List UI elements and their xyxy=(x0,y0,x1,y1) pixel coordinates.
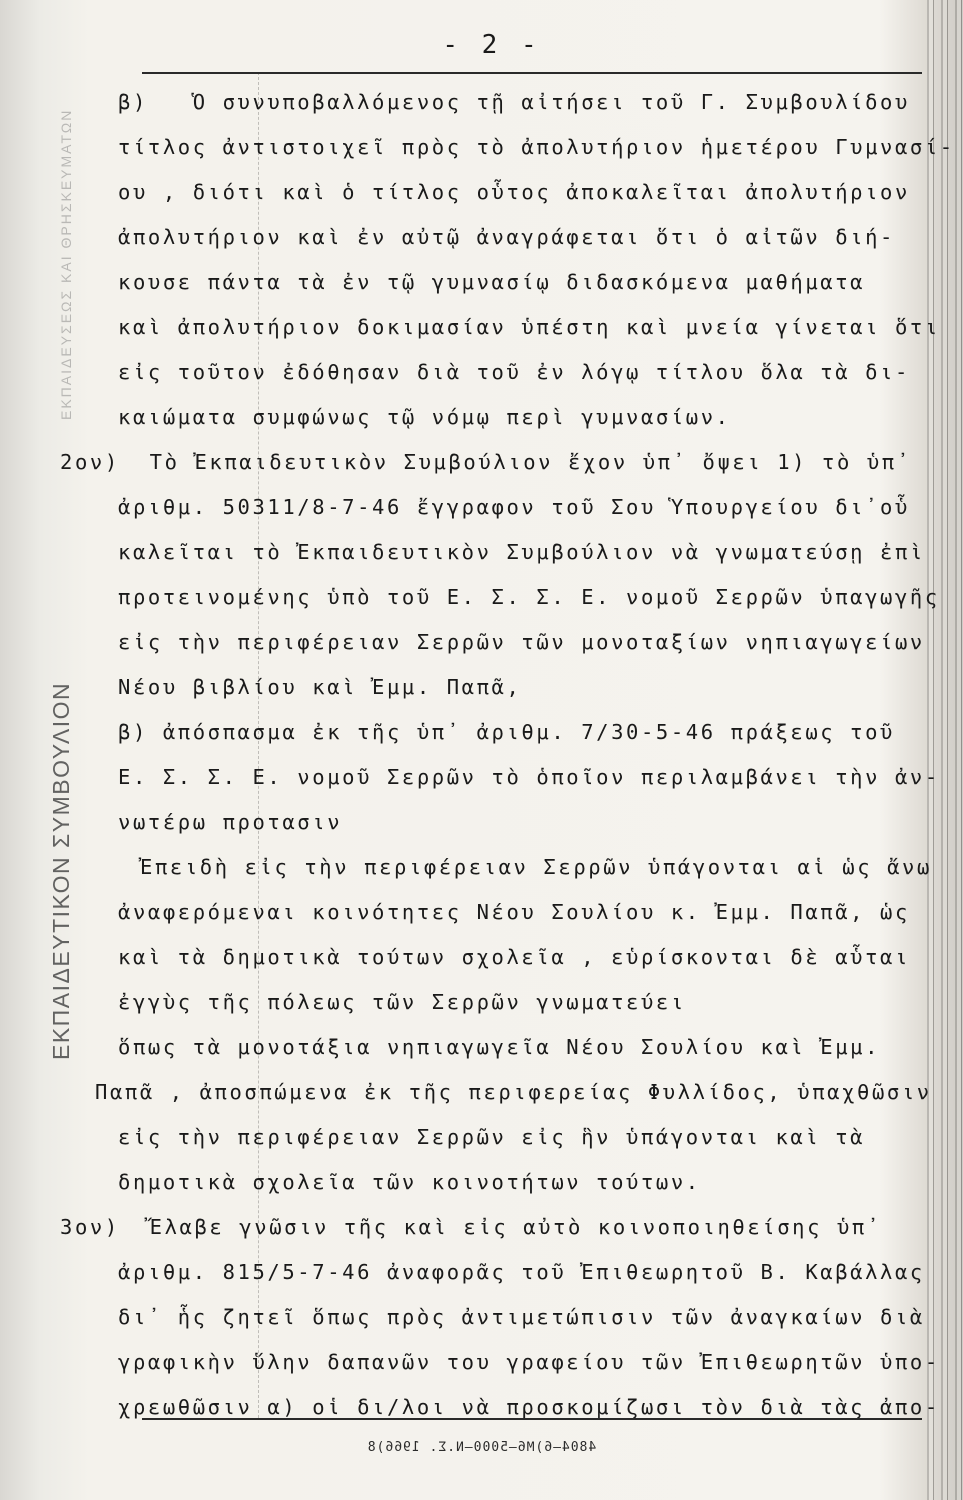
text-line: δι᾽ ἧς ζητεῖ ὅπως πρὸς ἀντιμετώπισιν τῶν ἀναγκαίων διὰ xyxy=(118,1305,925,1329)
text-line: ἀριθμ. 50311/8-7-46 ἔγγραφον τοῦ Σου Ὑπουργείου δι᾽οὗ xyxy=(118,495,910,519)
text-line: χρεωθῶσιν α) οἱ δι/λοι νὰ προσκομίζωσι τὸν διὰ τὰς ἀπο- xyxy=(118,1395,940,1419)
margin-stamp-faint: ΕΚΠΑΙΔΕΥΣΕΩΣ ΚΑΙ ΘΡΗΣΚΕΥΜΑΤΩΝ xyxy=(58,108,74,420)
text-line: Νέου βιβλίου καὶ Ἐμμ. Παπᾶ, xyxy=(118,675,522,699)
text-line: β) ἀπόσπασμα ἐκ τῆς ὑπ᾽ ἀριθμ. 7/30-5-46 πράξεως τοῦ xyxy=(118,720,895,744)
text-line: νωτέρω προτασιν xyxy=(118,810,343,834)
text-line: Ἐπειδὴ εἰς τὴν περιφέρειαν Σερρῶν ὑπάγονται αἱ ὡς ἄνω xyxy=(140,855,932,879)
text-line: 3ον) Ἔλαβε γνῶσιν τῆς καὶ εἰς αὐτὸ κοινοποιηθείσης ὑπ᾽ xyxy=(60,1215,882,1239)
text-line: ἀπολυτήριον καὶ ἐν αὐτῷ ἀναγράφεται ὅτι ὁ αἰτῶν διή- xyxy=(118,225,895,249)
margin-stamp: ΕΚΠΑΙΔΕΥΤΙΚΟΝ ΣΥΜΒΟΥΛΙΟΝ xyxy=(48,681,74,1060)
text-line: ὅπως τὰ μονοτάξια νηπιαγωγεῖα Νέου Σουλίου καὶ Ἐμμ. xyxy=(118,1035,881,1059)
text-line: κουσε πάντα τὰ ἐν τῷ γυμνασίῳ διδασκόμενα μαθήματα xyxy=(118,270,866,294)
text-line: γραφικὴν ὕλην δαπανῶν του γραφείου τῶν Ἐπιθεωρητῶν ὑπο- xyxy=(118,1350,940,1374)
text-line: δημοτικὰ σχολεῖα τῶν κοινοτήτων τούτων. xyxy=(118,1170,701,1194)
text-line: ου , διότι καὶ ὁ τίτλος οὗτος ἀποκαλεῖται ἀπολυτήριον xyxy=(118,180,910,204)
text-line: καλεῖται τὸ Ἐκπαιδευτικὸν Συμβούλιον νὰ γνωματεύσῃ ἐπὶ xyxy=(118,540,925,564)
text-line: 2ον) Τὸ Ἐκπαιδευτικὸν Συμβούλιον ἔχον ὑπ᾽ ὄψει 1) τὸ ὑπ᾽ xyxy=(60,450,912,474)
page-number: - 2 - xyxy=(442,30,541,60)
text-line: εἰς τὴν περιφέρειαν Σερρῶν εἰς ἣν ὑπάγονται καὶ τὰ xyxy=(118,1125,866,1149)
text-line: ἐγγὺς τῆς πόλεως τῶν Σερρῶν γνωματεύει xyxy=(118,990,686,1014)
text-line: καὶ ἀπολυτήριον δοκιμασίαν ὑπέστη καὶ μνεία γίνεται ὅτι xyxy=(118,315,940,339)
text-line: τίτλος ἀντιστοιχεῖ πρὸς τὸ ἀπολυτήριον ἡμετέρου Γυμνασί- xyxy=(118,135,955,159)
footer-rule xyxy=(142,1418,922,1420)
page-binding-edge xyxy=(927,0,963,1500)
text-line: ἀριθμ. 815/5-7-46 ἀναφορᾶς τοῦ Ἐπιθεωρητοῦ Β. Καβάλλας xyxy=(118,1260,925,1284)
text-line: εἰς τὴν περιφέρειαν Σερρῶν τῶν μονοταξίων νηπιαγωγείων xyxy=(118,630,925,654)
text-line: καὶ τὰ δημοτικὰ τούτων σχολεῖα , εὑρίσκονται δὲ αὗται xyxy=(118,945,910,969)
text-line: προτεινομένης ὑπὸ τοῦ Ε. Σ. Σ. Ε. νομοῦ Σερρῶν ὑπαγωγῆς xyxy=(118,585,940,609)
text-line: β) Ὁ συνυποβαλλόμενος τῇ αἰτήσει τοῦ Γ. Συμβουλίδου xyxy=(118,90,910,114)
printer-footer: 4804—6)Μ6—5000—Ν.Σ. 1966)8 xyxy=(366,1440,597,1455)
text-line: εἰς τοῦτον ἐδόθησαν διὰ τοῦ ἐν λόγῳ τίτλου ὅλα τὰ δι- xyxy=(118,360,910,384)
text-line: Παπᾶ , ἀποσπώμενα ἐκ τῆς περιφερείας Φυλλίδος, ὑπαχθῶσιν xyxy=(95,1080,932,1104)
header-rule xyxy=(142,72,922,74)
text-line: ἀναφερόμεναι κοινότητες Νέου Σουλίου κ. Ἐμμ. Παπᾶ, ὡς xyxy=(118,900,910,924)
text-line: καιώματα συμφώνως τῷ νόμῳ περὶ γυμνασίων. xyxy=(118,405,731,429)
text-line: Ε. Σ. Σ. Ε. νομοῦ Σερρῶν τὸ ὁποῖον περιλαμβάνει τὴν ἀν- xyxy=(118,765,940,789)
